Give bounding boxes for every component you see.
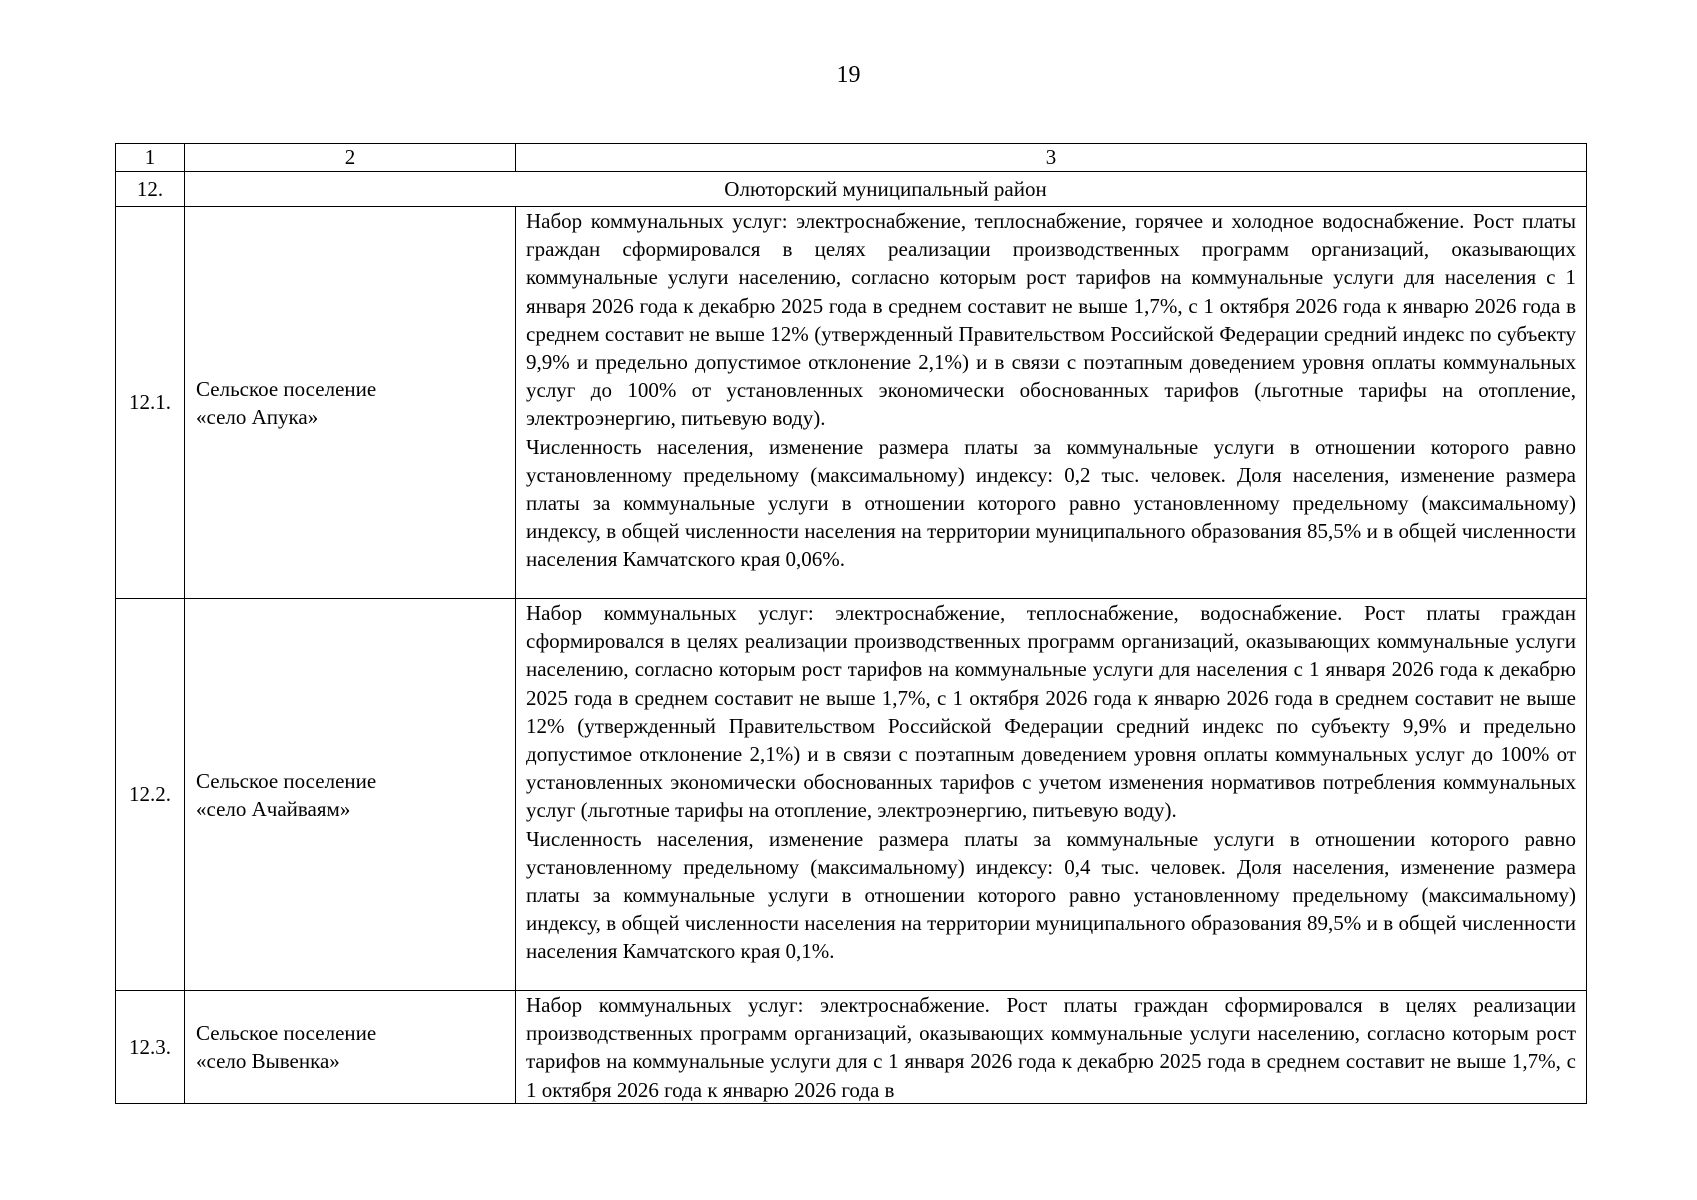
- settlement-type: Сельское поселение: [196, 376, 377, 401]
- settlement-description: [516, 599, 1587, 991]
- population-paragraph: Численность населения, изменение размера платы за коммунальные услуги в отношении которого равно установленному предельному (максимальному) индексу: 0,4 тыс. человек. Доля населения, изменение размера платы за коммунальные услуги в отношении которого равно установленному предельному (максимальному) индексу, в общей численности населения на территории муниципального образования 89,5% и в общей численности населения Камчатского края 0,1%.: [526, 826, 1576, 964]
- settlement-title: «село Апука»: [196, 404, 319, 429]
- services-paragraph: Набор коммунальных услуг: электроснабжение, теплоснабжение, горячее и холодное водоснабжение. Рост платы граждан сформировался в целях реализации производственных программ организаций, оказывающих коммунальные услуги населению, согласно которым рост тарифов на коммунальные услуги для населения с 1 января 2026 года к декабрю 2025 года в среднем составит не выше 1,7%, с 1 октября 2026 года к январю 2026 года в среднем составит не выше 12% (утвержденный Правительством Российской Федерации средний индекс по субъекту 9,9% и предельно допустимое отклонение 2,1%) и в связи с поэтапным доведением уровня оплаты коммунальных услуг до 100% от установленных экономически обоснованных тарифов (льготные тарифы на отопление, электроэнергию, питьевую воду).: [526, 209, 1576, 431]
- header-col-2: 2: [185, 144, 516, 172]
- settlement-description: [516, 991, 1587, 1104]
- settlement-title: «село Вывенка»: [196, 1049, 340, 1073]
- district-name: Олюторский муниципальный район: [185, 172, 1587, 207]
- table-row: [116, 207, 1587, 599]
- table-header-row: [116, 144, 1587, 172]
- settlement-name: [185, 207, 516, 599]
- settlement-type: Сельское поселение: [196, 1021, 377, 1045]
- settlement-type: Сельское поселение: [196, 768, 377, 793]
- population-paragraph: Численность населения, изменение размера платы за коммунальные услуги в отношении которого равно установленному предельному (максимальному) индексу: 0,2 тыс. человек. Доля населения, изменение размера платы за коммунальные услуги в отношении которого равно установленному предельному (максимальному) индексу, в общей численности населения на территории муниципального образования 85,5% и в общей численности населения Камчатского края 0,06%.: [526, 434, 1576, 572]
- utility-tariff-table: [115, 143, 1587, 1104]
- district-row: [116, 172, 1587, 207]
- settlement-name: [185, 991, 516, 1104]
- settlement-name: [185, 599, 516, 991]
- header-col-1: 1: [116, 144, 185, 172]
- row-number: 12.2.: [116, 599, 185, 991]
- row-number: 12.1.: [116, 207, 185, 599]
- page-number: 19: [836, 62, 861, 88]
- settlement-description: [516, 207, 1587, 599]
- table-row: [116, 599, 1587, 991]
- district-number: 12.: [116, 172, 185, 207]
- row-number: 12.3.: [116, 991, 185, 1104]
- settlement-title: «село Ачайваям»: [196, 796, 351, 821]
- header-col-3: 3: [516, 144, 1587, 172]
- table-row: [116, 991, 1587, 1104]
- services-paragraph: Набор коммунальных услуг: электроснабжение, теплоснабжение, водоснабжение. Рост платы граждан сформировался в целях реализации производственных программ организаций, оказывающих коммунальные услуги населению, согласно которым рост тарифов на коммунальные услуги для населения с 1 января 2026 года к декабрю 2025 года в среднем составит не выше 1,7%, с 1 октября 2026 года к январю 2026 года в среднем составит не выше 12% (утвержденный Правительством Российской Федерации средний индекс по субъекту 9,9% и предельно допустимое отклонение 2,1%) и в связи с поэтапным доведением уровня оплаты коммунальных услуг до 100% от установленных экономически обоснованных тарифов с учетом изменения нормативов потребления коммунальных услуг (льготные тарифы на отопление, электроэнергию, питьевую воду).: [526, 601, 1576, 823]
- description-clip: [526, 991, 1576, 1103]
- services-paragraph: Набор коммунальных услуг: электроснабжение. Рост платы граждан сформировался в целях реализации производственных программ организаций, оказывающих коммунальные услуги населению, согласно которым рост тарифов на коммунальные услуги для с 1 января 2026 года к декабрю 2025 года в среднем составит не выше 1,7%, с 1 октября 2026 года к январю 2026 года в: [526, 993, 1576, 1102]
